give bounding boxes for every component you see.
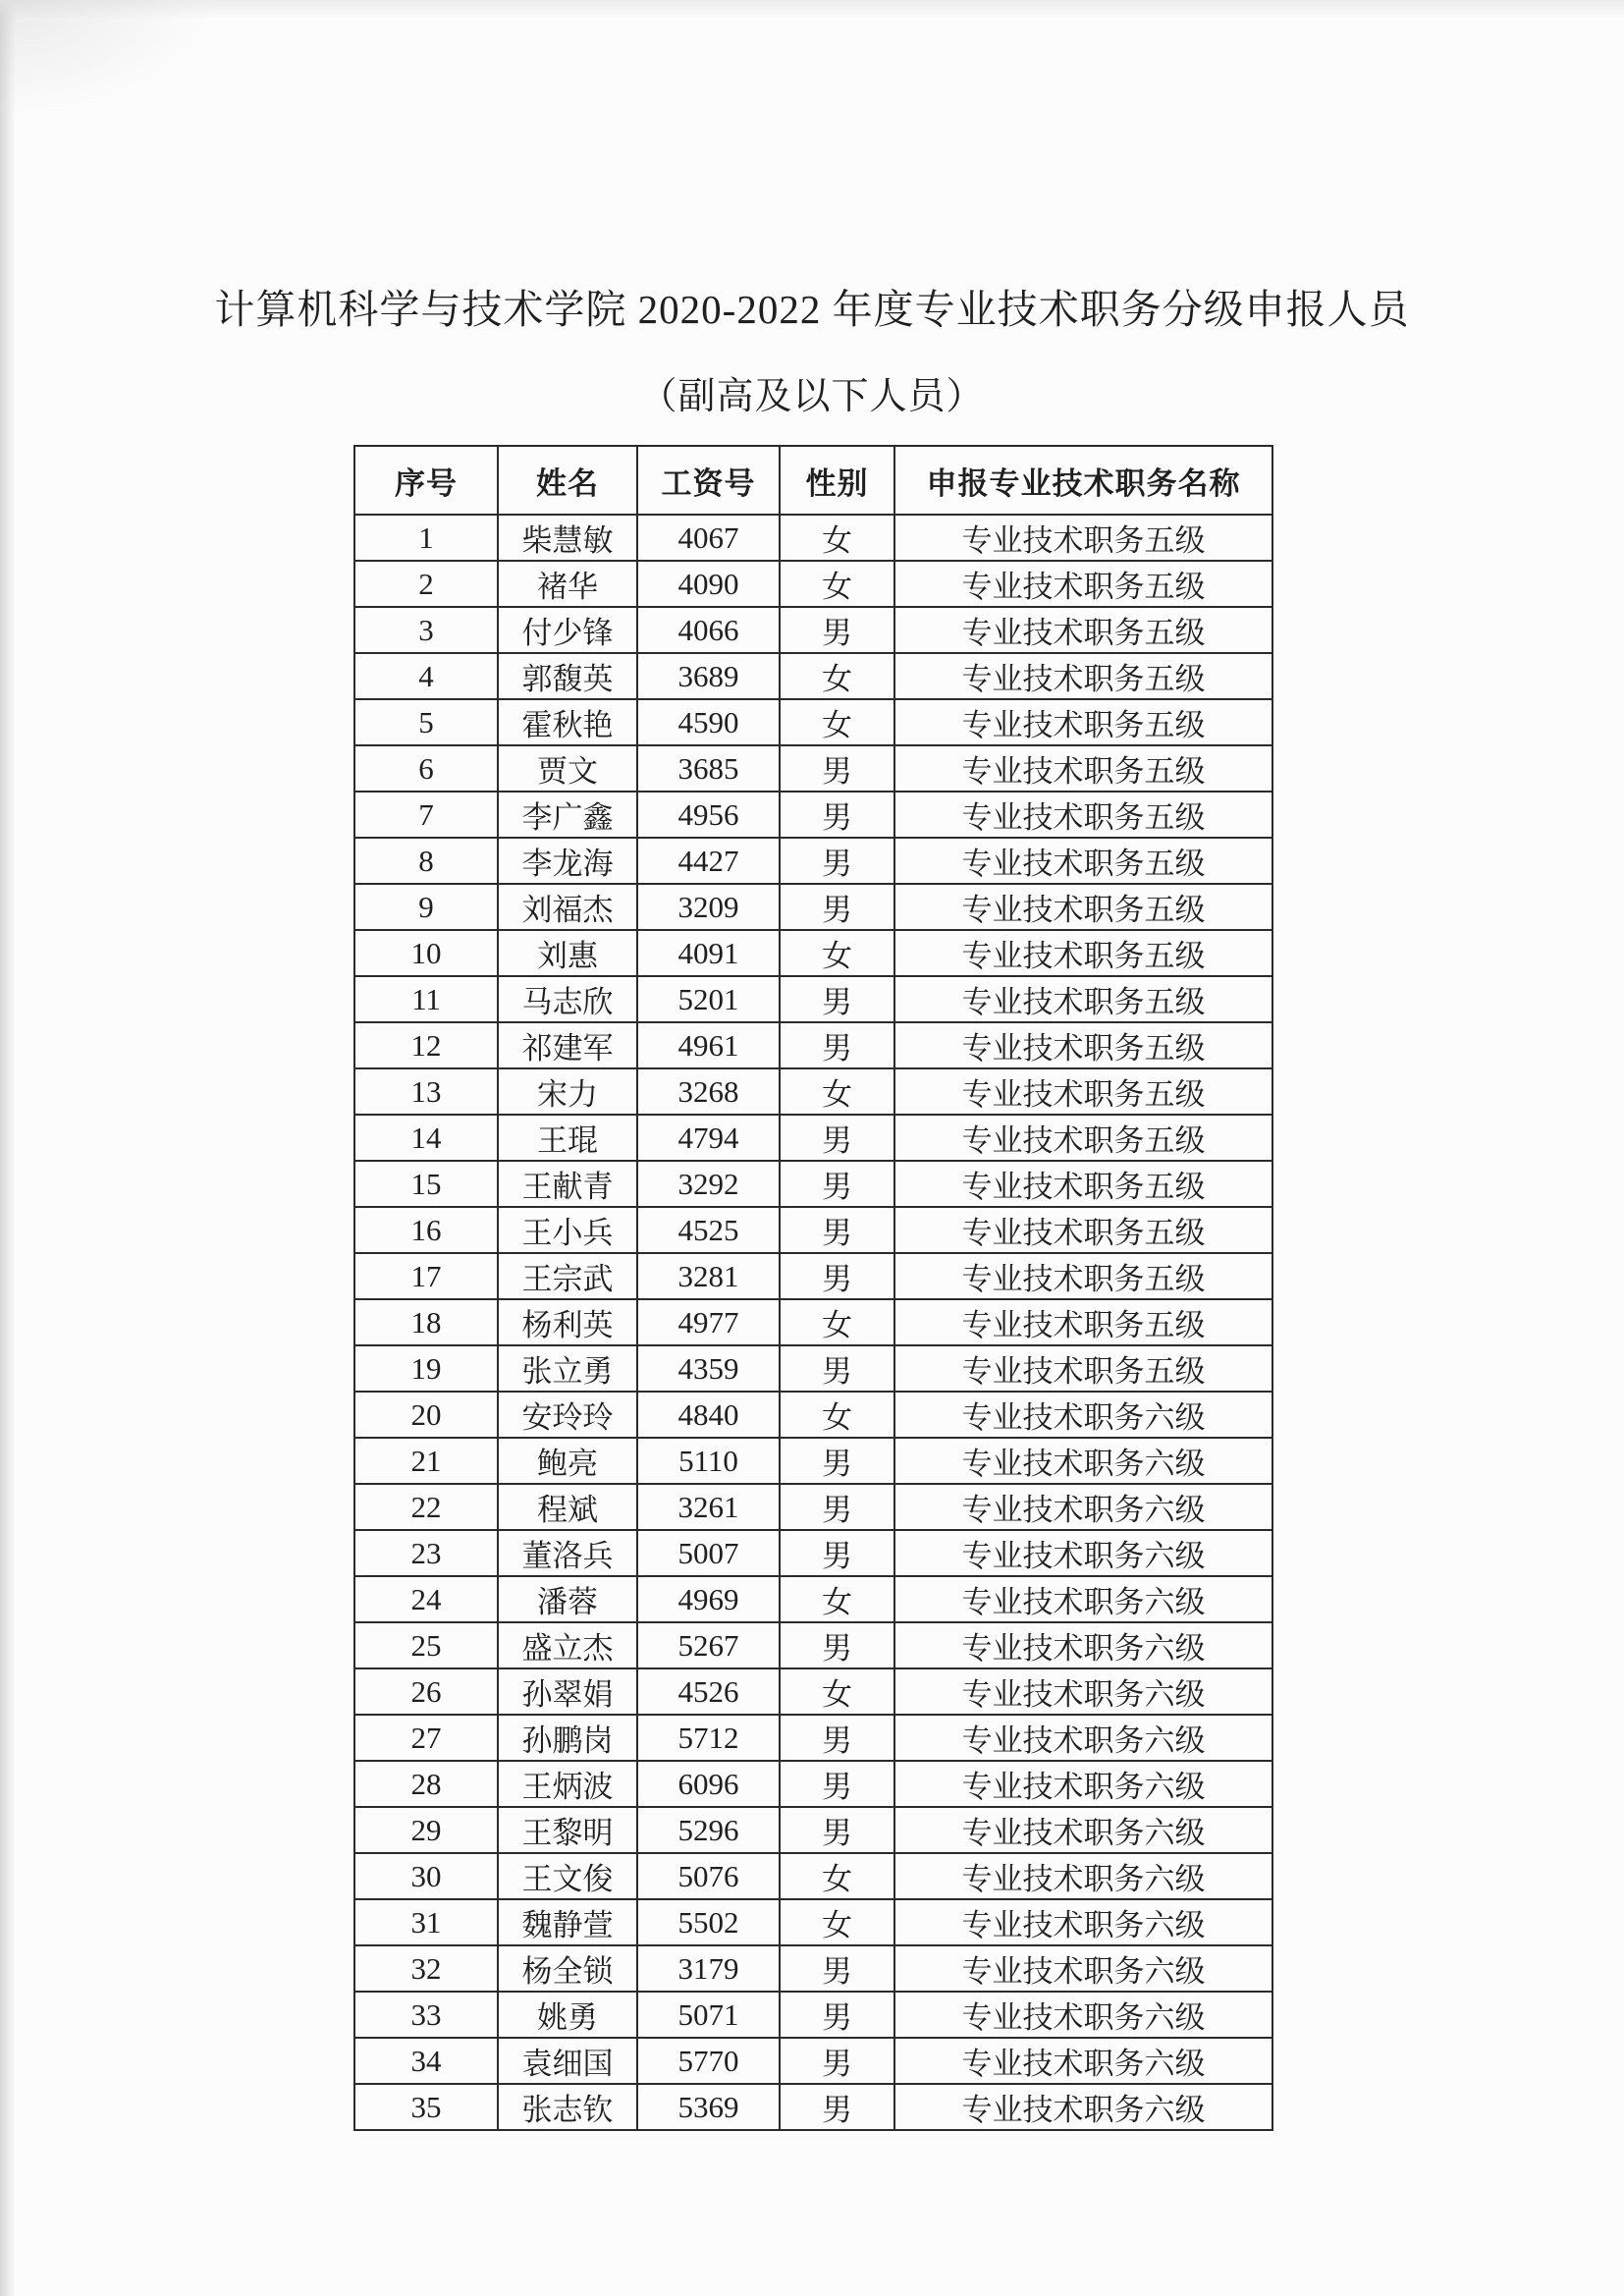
cell-name: 潘蓉 bbox=[498, 1576, 637, 1622]
cell-position: 专业技术职务六级 bbox=[894, 2084, 1272, 2130]
cell-position: 专业技术职务五级 bbox=[894, 1161, 1272, 1207]
cell-name: 李广鑫 bbox=[498, 792, 637, 838]
table-row bbox=[354, 1853, 1272, 1899]
cell-no: 11 bbox=[354, 976, 498, 1022]
cell-position: 专业技术职务五级 bbox=[894, 653, 1272, 699]
cell-name: 柴慧敏 bbox=[498, 515, 637, 561]
cell-salary_no: 5076 bbox=[637, 1853, 780, 1899]
cell-salary_no: 5770 bbox=[637, 2038, 780, 2084]
cell-name: 杨全锁 bbox=[498, 1945, 637, 1992]
table-row bbox=[354, 792, 1272, 838]
table-row bbox=[354, 884, 1272, 930]
cell-salary_no: 4590 bbox=[637, 699, 780, 745]
cell-salary_no: 5201 bbox=[637, 976, 780, 1022]
cell-name: 鲍亮 bbox=[498, 1438, 637, 1484]
cell-position: 专业技术职务六级 bbox=[894, 1622, 1272, 1668]
cell-no: 19 bbox=[354, 1345, 498, 1392]
cell-salary_no: 3281 bbox=[637, 1253, 780, 1299]
table-row bbox=[354, 930, 1272, 976]
cell-position: 专业技术职务五级 bbox=[894, 792, 1272, 838]
cell-salary_no: 4961 bbox=[637, 1022, 780, 1068]
cell-no: 12 bbox=[354, 1022, 498, 1068]
cell-salary_no: 4526 bbox=[637, 1668, 780, 1715]
cell-no: 33 bbox=[354, 1992, 498, 2038]
cell-name: 宋力 bbox=[498, 1068, 637, 1115]
cell-no: 17 bbox=[354, 1253, 498, 1299]
cell-salary_no: 4956 bbox=[637, 792, 780, 838]
cell-name: 王黎明 bbox=[498, 1807, 637, 1853]
cell-name: 贾文 bbox=[498, 745, 637, 792]
table-row bbox=[354, 1761, 1272, 1807]
cell-no: 30 bbox=[354, 1853, 498, 1899]
cell-name: 马志欣 bbox=[498, 976, 637, 1022]
cell-gender: 男 bbox=[780, 1345, 894, 1392]
table-row bbox=[354, 607, 1272, 653]
table-row bbox=[354, 699, 1272, 745]
table-row bbox=[354, 653, 1272, 699]
col-header-position: 申报专业技术职务名称 bbox=[894, 446, 1272, 515]
col-header-index: 序号 bbox=[354, 446, 498, 515]
cell-no: 20 bbox=[354, 1392, 498, 1438]
cell-gender: 男 bbox=[780, 1207, 894, 1253]
cell-gender: 女 bbox=[780, 1576, 894, 1622]
cell-salary_no: 5296 bbox=[637, 1807, 780, 1853]
table-row bbox=[354, 1899, 1272, 1945]
cell-gender: 男 bbox=[780, 2084, 894, 2130]
cell-no: 22 bbox=[354, 1484, 498, 1530]
cell-no: 4 bbox=[354, 653, 498, 699]
cell-position: 专业技术职务六级 bbox=[894, 1853, 1272, 1899]
cell-position: 专业技术职务五级 bbox=[894, 884, 1272, 930]
cell-position: 专业技术职务六级 bbox=[894, 1945, 1272, 1992]
cell-name: 付少锋 bbox=[498, 607, 637, 653]
table-row bbox=[354, 2038, 1272, 2084]
cell-position: 专业技术职务五级 bbox=[894, 1345, 1272, 1392]
cell-salary_no: 5267 bbox=[637, 1622, 780, 1668]
cell-gender: 男 bbox=[780, 1161, 894, 1207]
cell-gender: 男 bbox=[780, 838, 894, 884]
cell-no: 21 bbox=[354, 1438, 498, 1484]
cell-name: 姚勇 bbox=[498, 1992, 637, 2038]
cell-salary_no: 3261 bbox=[637, 1484, 780, 1530]
table-row bbox=[354, 1945, 1272, 1992]
table-row bbox=[354, 838, 1272, 884]
cell-name: 刘福杰 bbox=[498, 884, 637, 930]
cell-salary_no: 5071 bbox=[637, 1992, 780, 2038]
cell-name: 郭馥英 bbox=[498, 653, 637, 699]
cell-position: 专业技术职务六级 bbox=[894, 1992, 1272, 2038]
table-row bbox=[354, 1484, 1272, 1530]
cell-salary_no: 4090 bbox=[637, 561, 780, 607]
cell-salary_no: 4977 bbox=[637, 1299, 780, 1345]
cell-position: 专业技术职务六级 bbox=[894, 1484, 1272, 1530]
table-row bbox=[354, 561, 1272, 607]
cell-salary_no: 4525 bbox=[637, 1207, 780, 1253]
cell-name: 孙鹏岗 bbox=[498, 1715, 637, 1761]
cell-salary_no: 4359 bbox=[637, 1345, 780, 1392]
cell-position: 专业技术职务五级 bbox=[894, 838, 1272, 884]
table-row bbox=[354, 1807, 1272, 1853]
cell-gender: 女 bbox=[780, 699, 894, 745]
table-row bbox=[354, 1345, 1272, 1392]
cell-name: 魏静萱 bbox=[498, 1899, 637, 1945]
cell-gender: 女 bbox=[780, 561, 894, 607]
table-row bbox=[354, 1576, 1272, 1622]
cell-gender: 男 bbox=[780, 1761, 894, 1807]
table-row bbox=[354, 1715, 1272, 1761]
table-row bbox=[354, 1438, 1272, 1484]
cell-gender: 男 bbox=[780, 1945, 894, 1992]
cell-name: 杨利英 bbox=[498, 1299, 637, 1345]
cell-gender: 男 bbox=[780, 1530, 894, 1576]
table-body bbox=[354, 515, 1272, 2130]
cell-salary_no: 3268 bbox=[637, 1068, 780, 1115]
cell-salary_no: 3179 bbox=[637, 1945, 780, 1992]
table-row bbox=[354, 1253, 1272, 1299]
cell-gender: 女 bbox=[780, 1899, 894, 1945]
cell-name: 孙翠娟 bbox=[498, 1668, 637, 1715]
scan-edge-left bbox=[0, 0, 16, 2296]
cell-name: 王文俊 bbox=[498, 1853, 637, 1899]
cell-gender: 男 bbox=[780, 2038, 894, 2084]
cell-salary_no: 5007 bbox=[637, 1530, 780, 1576]
cell-no: 29 bbox=[354, 1807, 498, 1853]
cell-gender: 女 bbox=[780, 1068, 894, 1115]
cell-name: 霍秋艳 bbox=[498, 699, 637, 745]
cell-name: 袁细国 bbox=[498, 2038, 637, 2084]
cell-salary_no: 4067 bbox=[637, 515, 780, 561]
cell-gender: 男 bbox=[780, 1115, 894, 1161]
cell-position: 专业技术职务五级 bbox=[894, 930, 1272, 976]
cell-salary_no: 4969 bbox=[637, 1576, 780, 1622]
cell-no: 8 bbox=[354, 838, 498, 884]
cell-position: 专业技术职务六级 bbox=[894, 1807, 1272, 1853]
table-row bbox=[354, 976, 1272, 1022]
cell-gender: 女 bbox=[780, 1392, 894, 1438]
cell-position: 专业技术职务五级 bbox=[894, 976, 1272, 1022]
cell-gender: 女 bbox=[780, 930, 894, 976]
cell-position: 专业技术职务五级 bbox=[894, 561, 1272, 607]
table-row bbox=[354, 1022, 1272, 1068]
cell-salary_no: 3292 bbox=[637, 1161, 780, 1207]
cell-no: 3 bbox=[354, 607, 498, 653]
cell-no: 34 bbox=[354, 2038, 498, 2084]
cell-gender: 男 bbox=[780, 1484, 894, 1530]
cell-no: 10 bbox=[354, 930, 498, 976]
cell-salary_no: 5712 bbox=[637, 1715, 780, 1761]
cell-no: 16 bbox=[354, 1207, 498, 1253]
table-row bbox=[354, 1622, 1272, 1668]
cell-position: 专业技术职务五级 bbox=[894, 745, 1272, 792]
cell-name: 李龙海 bbox=[498, 838, 637, 884]
cell-salary_no: 3209 bbox=[637, 884, 780, 930]
cell-position: 专业技术职务六级 bbox=[894, 1761, 1272, 1807]
cell-name: 祁建军 bbox=[498, 1022, 637, 1068]
cell-gender: 男 bbox=[780, 1622, 894, 1668]
cell-name: 褚华 bbox=[498, 561, 637, 607]
cell-name: 王宗武 bbox=[498, 1253, 637, 1299]
cell-gender: 男 bbox=[780, 1715, 894, 1761]
cell-name: 张志钦 bbox=[498, 2084, 637, 2130]
cell-no: 13 bbox=[354, 1068, 498, 1115]
cell-salary_no: 6096 bbox=[637, 1761, 780, 1807]
cell-gender: 男 bbox=[780, 792, 894, 838]
cell-gender: 女 bbox=[780, 1299, 894, 1345]
table-row bbox=[354, 1115, 1272, 1161]
cell-position: 专业技术职务六级 bbox=[894, 1668, 1272, 1715]
table-row bbox=[354, 1299, 1272, 1345]
table-row bbox=[354, 1068, 1272, 1115]
cell-position: 专业技术职务六级 bbox=[894, 1438, 1272, 1484]
personnel-table bbox=[353, 445, 1273, 2131]
cell-name: 刘惠 bbox=[498, 930, 637, 976]
cell-no: 32 bbox=[354, 1945, 498, 1992]
cell-name: 王琨 bbox=[498, 1115, 637, 1161]
page-subtitle: （副高及以下人员） bbox=[639, 376, 985, 417]
cell-position: 专业技术职务六级 bbox=[894, 1392, 1272, 1438]
cell-name: 盛立杰 bbox=[498, 1622, 637, 1668]
cell-no: 25 bbox=[354, 1622, 498, 1668]
cell-name: 董洛兵 bbox=[498, 1530, 637, 1576]
cell-name: 王献青 bbox=[498, 1161, 637, 1207]
table-row bbox=[354, 1207, 1272, 1253]
cell-gender: 女 bbox=[780, 1668, 894, 1715]
cell-salary_no: 4840 bbox=[637, 1392, 780, 1438]
table-row bbox=[354, 1668, 1272, 1715]
cell-no: 23 bbox=[354, 1530, 498, 1576]
page-title: 计算机科学与技术学院 2020-2022 年度专业技术职务分级申报人员 bbox=[214, 287, 1410, 332]
table-row bbox=[354, 1992, 1272, 2038]
cell-gender: 男 bbox=[780, 1807, 894, 1853]
table-row bbox=[354, 2084, 1272, 2130]
cell-no: 28 bbox=[354, 1761, 498, 1807]
cell-no: 1 bbox=[354, 515, 498, 561]
cell-gender: 男 bbox=[780, 1438, 894, 1484]
cell-gender: 男 bbox=[780, 607, 894, 653]
cell-no: 26 bbox=[354, 1668, 498, 1715]
cell-position: 专业技术职务六级 bbox=[894, 1530, 1272, 1576]
cell-salary_no: 4091 bbox=[637, 930, 780, 976]
table-header-row bbox=[354, 446, 1272, 515]
cell-salary_no: 5502 bbox=[637, 1899, 780, 1945]
cell-no: 24 bbox=[354, 1576, 498, 1622]
cell-position: 专业技术职务六级 bbox=[894, 2038, 1272, 2084]
cell-name: 张立勇 bbox=[498, 1345, 637, 1392]
cell-no: 15 bbox=[354, 1161, 498, 1207]
cell-position: 专业技术职务五级 bbox=[894, 1068, 1272, 1115]
cell-position: 专业技术职务五级 bbox=[894, 515, 1272, 561]
scan-edge-top bbox=[0, 0, 1624, 20]
cell-position: 专业技术职务六级 bbox=[894, 1576, 1272, 1622]
cell-position: 专业技术职务五级 bbox=[894, 1299, 1272, 1345]
cell-no: 27 bbox=[354, 1715, 498, 1761]
cell-no: 18 bbox=[354, 1299, 498, 1345]
cell-position: 专业技术职务五级 bbox=[894, 1115, 1272, 1161]
table-row bbox=[354, 515, 1272, 561]
col-header-gender: 性别 bbox=[780, 446, 894, 515]
cell-gender: 女 bbox=[780, 1853, 894, 1899]
cell-name: 程斌 bbox=[498, 1484, 637, 1530]
cell-gender: 男 bbox=[780, 976, 894, 1022]
cell-no: 14 bbox=[354, 1115, 498, 1161]
cell-salary_no: 4066 bbox=[637, 607, 780, 653]
col-header-name: 姓名 bbox=[498, 446, 637, 515]
cell-position: 专业技术职务六级 bbox=[894, 1715, 1272, 1761]
table-row bbox=[354, 745, 1272, 792]
cell-position: 专业技术职务六级 bbox=[894, 1899, 1272, 1945]
cell-name: 安玲玲 bbox=[498, 1392, 637, 1438]
cell-gender: 男 bbox=[780, 1992, 894, 2038]
cell-position: 专业技术职务五级 bbox=[894, 699, 1272, 745]
cell-position: 专业技术职务五级 bbox=[894, 607, 1272, 653]
cell-no: 35 bbox=[354, 2084, 498, 2130]
cell-salary_no: 4427 bbox=[637, 838, 780, 884]
cell-salary_no: 5110 bbox=[637, 1438, 780, 1484]
cell-name: 王炳波 bbox=[498, 1761, 637, 1807]
col-header-salary: 工资号 bbox=[637, 446, 780, 515]
cell-no: 2 bbox=[354, 561, 498, 607]
cell-salary_no: 4794 bbox=[637, 1115, 780, 1161]
cell-no: 6 bbox=[354, 745, 498, 792]
table-row bbox=[354, 1161, 1272, 1207]
cell-position: 专业技术职务五级 bbox=[894, 1253, 1272, 1299]
cell-gender: 女 bbox=[780, 515, 894, 561]
cell-position: 专业技术职务五级 bbox=[894, 1207, 1272, 1253]
scan-edge-corner bbox=[0, 0, 216, 118]
cell-gender: 男 bbox=[780, 884, 894, 930]
cell-no: 9 bbox=[354, 884, 498, 930]
cell-no: 31 bbox=[354, 1899, 498, 1945]
cell-salary_no: 3689 bbox=[637, 653, 780, 699]
cell-gender: 男 bbox=[780, 745, 894, 792]
cell-gender: 女 bbox=[780, 653, 894, 699]
cell-gender: 男 bbox=[780, 1253, 894, 1299]
cell-salary_no: 5369 bbox=[637, 2084, 780, 2130]
cell-salary_no: 3685 bbox=[637, 745, 780, 792]
cell-name: 王小兵 bbox=[498, 1207, 637, 1253]
cell-gender: 男 bbox=[780, 1022, 894, 1068]
cell-position: 专业技术职务五级 bbox=[894, 1022, 1272, 1068]
table-row bbox=[354, 1530, 1272, 1576]
table-row bbox=[354, 1392, 1272, 1438]
cell-no: 5 bbox=[354, 699, 498, 745]
cell-no: 7 bbox=[354, 792, 498, 838]
